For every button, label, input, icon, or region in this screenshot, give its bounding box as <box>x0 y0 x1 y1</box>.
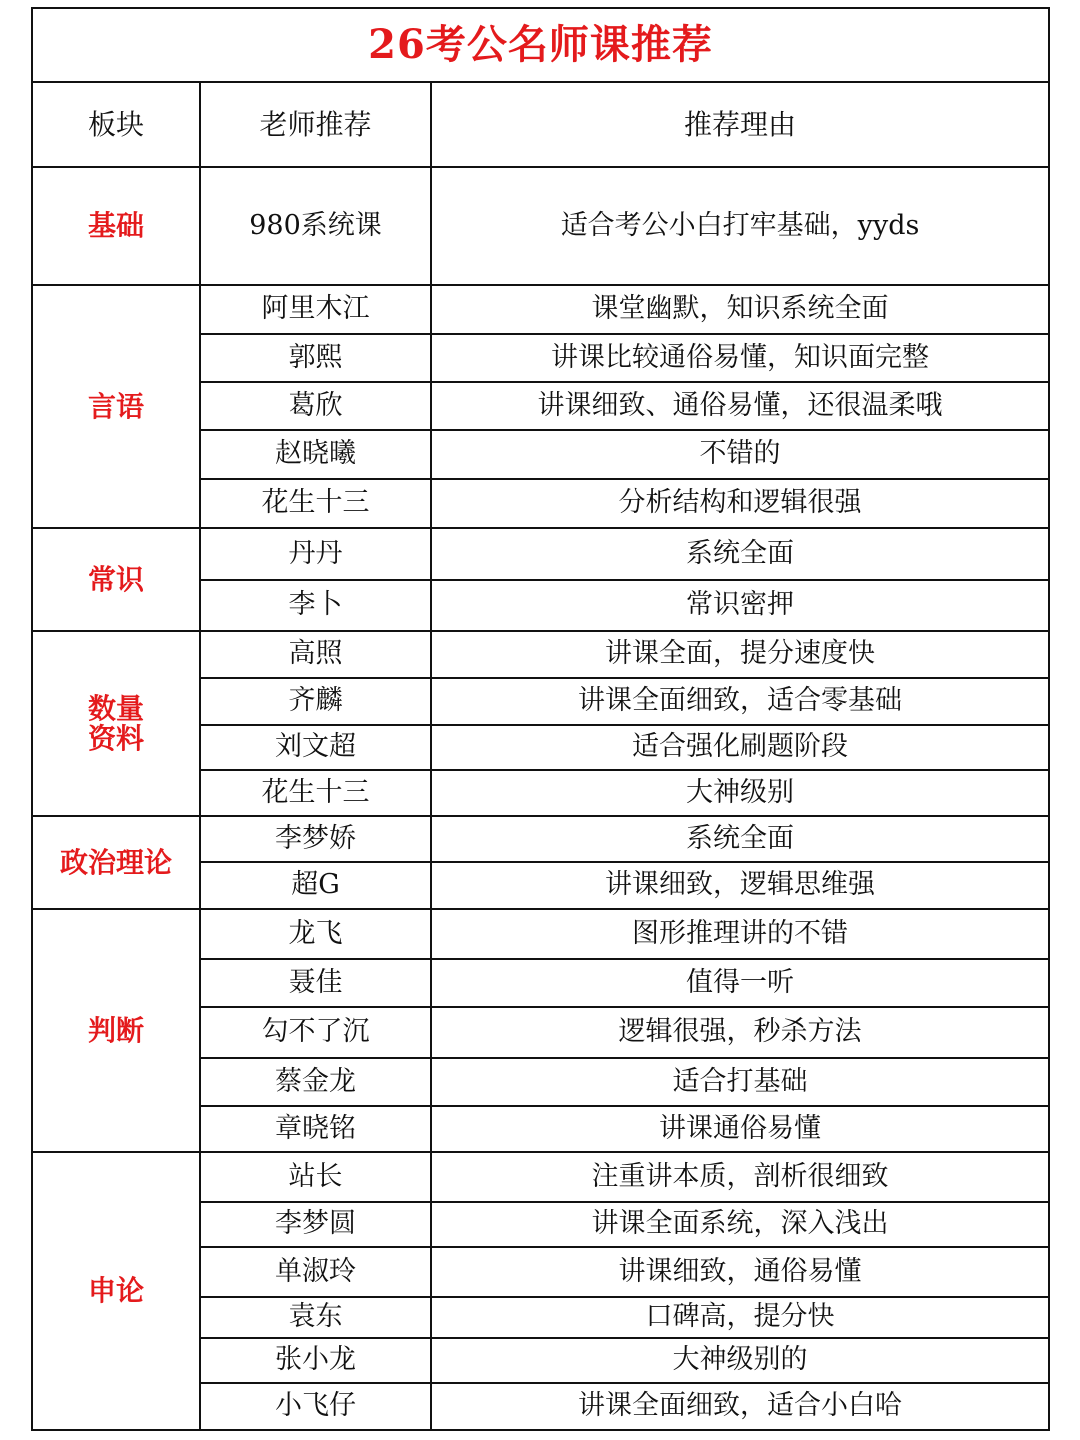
reason-cell: 系统全面 <box>431 816 1049 862</box>
reason-cell: 适合考公小白打牢基础，yyds <box>431 167 1049 285</box>
reason-cell: 讲课全面细致，适合小白哈 <box>431 1383 1049 1430</box>
teacher-cell: 齐麟 <box>200 678 431 725</box>
reason-cell: 值得一听 <box>431 959 1049 1007</box>
reason-cell: 适合打基础 <box>431 1058 1049 1106</box>
section-label-line: 判断 <box>87 1013 144 1047</box>
reason-cell: 讲课细致、通俗易懂，还很温柔哦 <box>431 382 1049 430</box>
reason-cell: 讲课全面系统，深入浅出 <box>431 1202 1049 1247</box>
header-row <box>32 82 1049 167</box>
teacher-cell: 李梦圆 <box>200 1202 431 1247</box>
section-label <box>32 631 200 816</box>
reason-cell: 适合强化刷题阶段 <box>431 725 1049 770</box>
teacher-cell: 李梦娇 <box>200 816 431 862</box>
section-label <box>32 167 200 285</box>
reason-cell: 大神级别 <box>431 770 1049 816</box>
teacher-cell: 高照 <box>200 631 431 678</box>
teacher-cell: 张小龙 <box>200 1338 431 1383</box>
teacher-cell: 超G <box>200 862 431 909</box>
section-label-line: 数量 <box>87 692 144 726</box>
table-row <box>32 816 1049 862</box>
teacher-cell: 李卜 <box>200 580 431 631</box>
section-label-line: 常识 <box>87 562 144 596</box>
section-label <box>32 816 200 909</box>
reason-cell: 图形推理讲的不错 <box>431 909 1049 959</box>
section-label-line: 申论 <box>87 1274 144 1308</box>
table-row <box>32 285 1049 334</box>
reason-cell: 讲课全面，提分速度快 <box>431 631 1049 678</box>
teacher-cell: 蔡金龙 <box>200 1058 431 1106</box>
section-label <box>32 1152 200 1430</box>
reason-cell: 逻辑很强，秒杀方法 <box>431 1007 1049 1058</box>
table-row <box>32 909 1049 959</box>
reason-cell: 讲课细致，通俗易懂 <box>431 1247 1049 1297</box>
reason-cell: 系统全面 <box>431 528 1049 580</box>
teacher-cell: 袁东 <box>200 1297 431 1338</box>
header-section: 板块 <box>32 82 200 167</box>
table-row <box>32 631 1049 678</box>
teacher-cell: 单淑玲 <box>200 1247 431 1297</box>
reason-cell: 讲课比较通俗易懂，知识面完整 <box>431 334 1049 382</box>
reason-cell: 讲课全面细致，适合零基础 <box>431 678 1049 725</box>
section-label-line: 资料 <box>87 721 144 755</box>
reason-cell: 注重讲本质，剖析很细致 <box>431 1152 1049 1202</box>
teacher-cell: 勾不了沉 <box>200 1007 431 1058</box>
title-row <box>32 8 1049 82</box>
teacher-cell: 站长 <box>200 1152 431 1202</box>
teacher-cell: 小飞仔 <box>200 1383 431 1430</box>
reason-cell: 常识密押 <box>431 580 1049 631</box>
teacher-cell: 葛欣 <box>200 382 431 430</box>
reason-cell: 分析结构和逻辑很强 <box>431 479 1049 528</box>
teacher-cell: 赵晓曦 <box>200 430 431 479</box>
reason-cell: 课堂幽默，知识系统全面 <box>431 285 1049 334</box>
teacher-cell: 聂佳 <box>200 959 431 1007</box>
page-title: 26考公名师课推荐 <box>32 8 1049 82</box>
teacher-cell: 章晓铭 <box>200 1106 431 1152</box>
teacher-cell: 龙飞 <box>200 909 431 959</box>
teacher-cell: 丹丹 <box>200 528 431 580</box>
reason-cell: 讲课细致，逻辑思维强 <box>431 862 1049 909</box>
header-teacher: 老师推荐 <box>200 82 431 167</box>
section-label <box>32 528 200 631</box>
teacher-cell: 阿里木江 <box>200 285 431 334</box>
teacher-cell: 郭熙 <box>200 334 431 382</box>
reason-cell: 口碑高，提分快 <box>431 1297 1049 1338</box>
table-row <box>32 1152 1049 1202</box>
header-reason: 推荐理由 <box>431 82 1049 167</box>
section-label-line: 基础 <box>87 209 144 243</box>
section-label-line: 政治理论 <box>59 845 172 879</box>
teacher-cell: 花生十三 <box>200 479 431 528</box>
section-label-line: 言语 <box>87 389 144 423</box>
section-label <box>32 285 200 528</box>
reason-cell: 大神级别的 <box>431 1338 1049 1383</box>
recommendation-table <box>31 7 1050 1431</box>
table-row <box>32 167 1049 285</box>
table-body <box>32 8 1049 1430</box>
reason-cell: 不错的 <box>431 430 1049 479</box>
table-row <box>32 528 1049 580</box>
section-label <box>32 909 200 1152</box>
teacher-cell: 花生十三 <box>200 770 431 816</box>
teacher-cell: 980系统课 <box>200 167 431 285</box>
teacher-cell: 刘文超 <box>200 725 431 770</box>
reason-cell: 讲课通俗易懂 <box>431 1106 1049 1152</box>
